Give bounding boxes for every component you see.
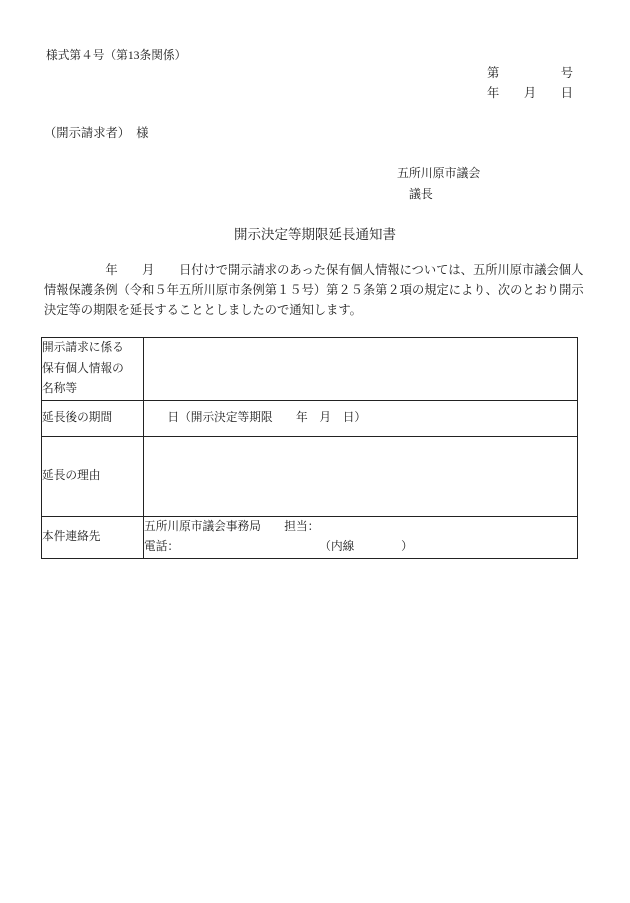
body-line: 情報保護条例（令和５年五所川原市条例第１５号）第２５条第２項の規定により、次のとおり開示 [44, 283, 584, 298]
row-value-requested-info [144, 338, 578, 401]
row-label [42, 338, 144, 401]
table-row-extended-period [42, 400, 578, 436]
row-value-extension-reason [144, 436, 578, 516]
body-line: 決定等の期限を延長することとしましたので通知します。 [44, 303, 362, 318]
row-label-text: 延長の理由 [42, 468, 101, 482]
recipient-name: （開示請求者） 様 [44, 126, 149, 140]
document-number: 第 号 [487, 66, 574, 80]
row-label-text: 本件連絡先 [42, 529, 101, 543]
document-title: 開示決定等期限延長通知書 [234, 227, 396, 242]
row-label [42, 400, 144, 436]
extended-period-text: 日（開示決定等期限 年 月 日） [167, 410, 367, 424]
row-label-text: 延長後の期間 [42, 410, 113, 424]
body-paragraph [44, 260, 584, 321]
row-value-extended-period [144, 400, 578, 436]
row-label-text: 開示請求に係る保有個人情報の名称等 [42, 341, 124, 395]
form-number-label: 様式第４号（第13条関係） [46, 49, 187, 62]
body-line: 年 月 日付けで開示請求のあった保有個人情報については、五所川原市議会個人 [105, 263, 584, 277]
table-row-contact [42, 516, 578, 558]
row-label [42, 516, 144, 558]
issue-date: 年 月 日 [487, 86, 574, 100]
contact-office-line: 五所川原市議会事務局 担当： [144, 519, 320, 533]
row-value-contact [144, 516, 578, 558]
sender-organization: 五所川原市議会 [397, 166, 481, 180]
sender-title: 議長 [409, 187, 433, 201]
table-row-extension-reason [42, 436, 578, 516]
table-row-requested-info [42, 338, 578, 401]
contact-phone-line: 電話： （内線 ） [144, 540, 413, 553]
row-label [42, 436, 144, 516]
info-table [41, 337, 578, 559]
